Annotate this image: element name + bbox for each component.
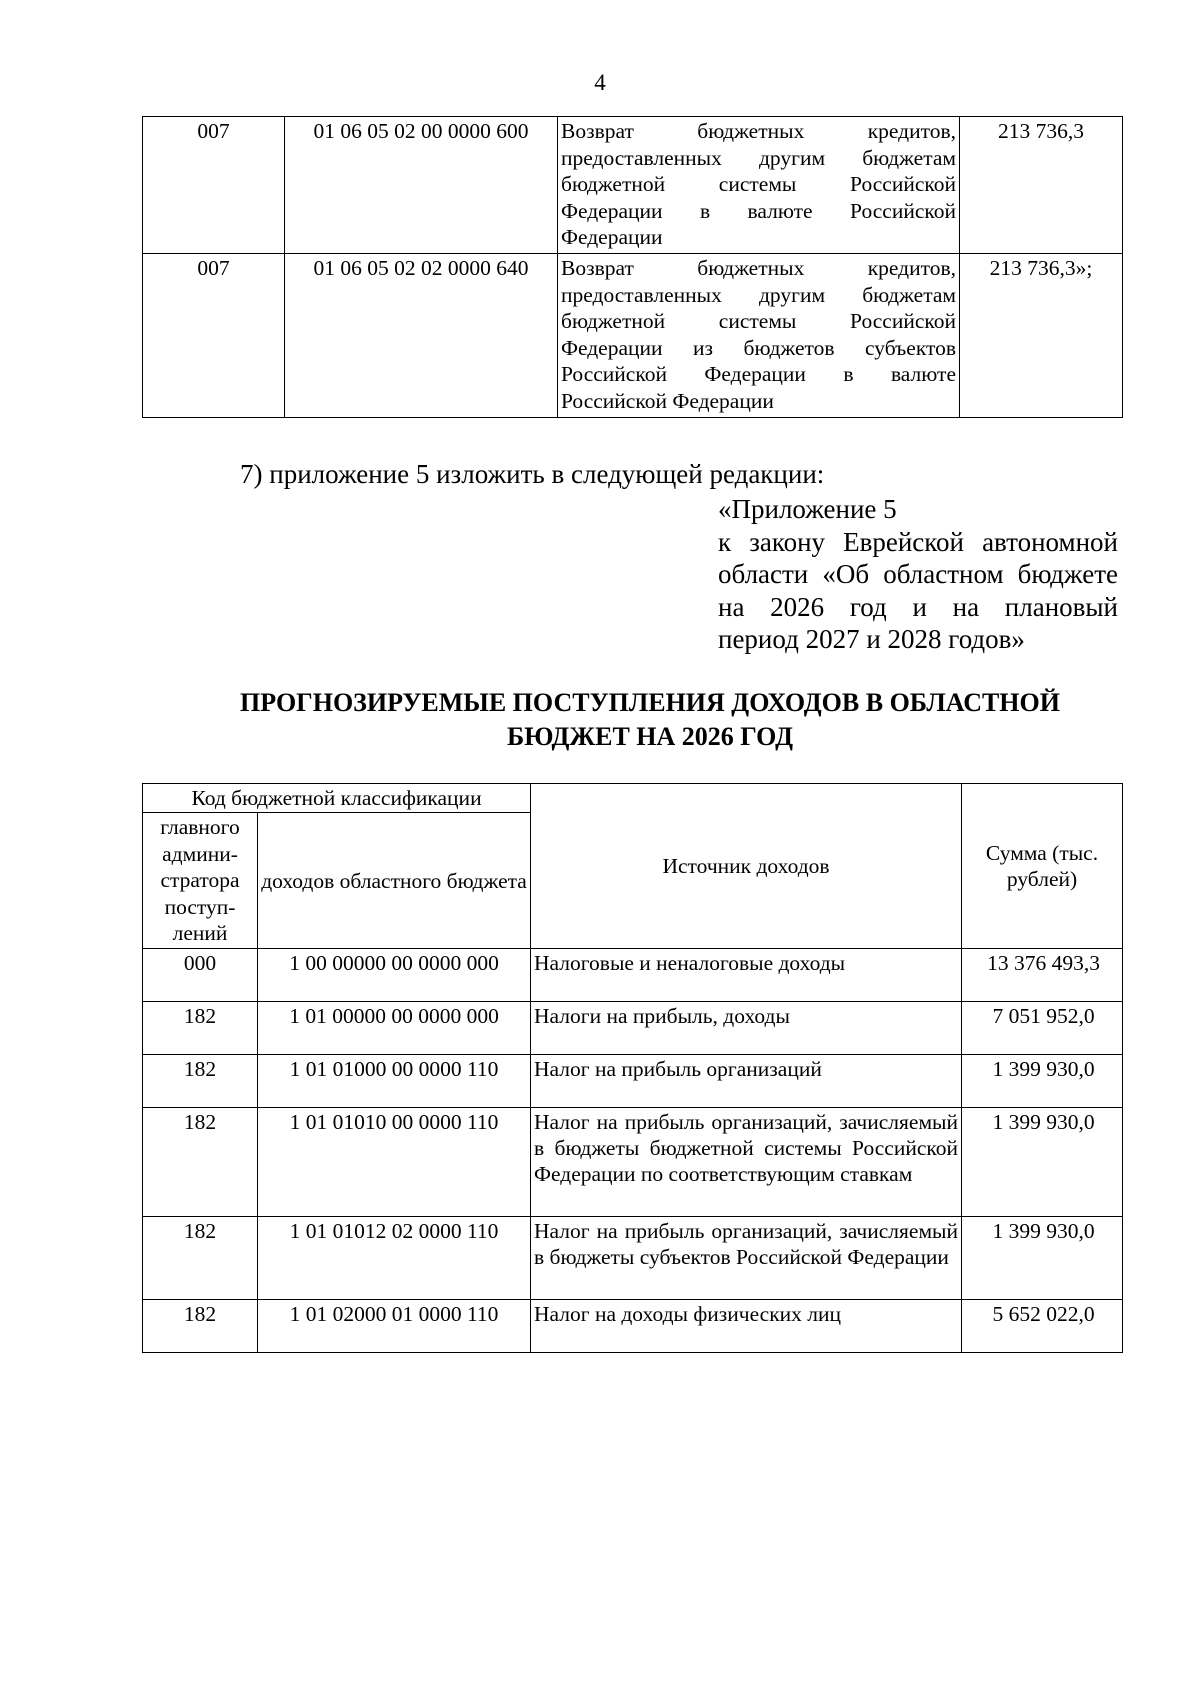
source-header: Источник доходов: [531, 784, 962, 949]
amount-cell: 213 736,3: [960, 117, 1123, 254]
amount-cell: 7 051 952,0: [962, 1002, 1123, 1055]
table-row: [143, 254, 1123, 418]
description-cell: Возврат бюджетных кредитов, предоставленных другим бюджетам бюджетной системы Российской Федерации из бюджетов субъектов Российской Федерации в валюте Российской Федерации: [558, 254, 960, 418]
table-row: [143, 1217, 1123, 1300]
admin-code-cell: 182: [143, 1217, 258, 1300]
budget-code-cell: 1 01 01000 00 0000 110: [258, 1055, 531, 1108]
budget-code-cell: 1 00 00000 00 0000 000: [258, 949, 531, 1002]
source-cell: Налоговые и неналоговые доходы: [531, 949, 962, 1002]
admin-code-cell: 182: [143, 1002, 258, 1055]
admin-code-cell: 007: [143, 117, 285, 254]
income-code-header: доходов областного бюджета: [258, 813, 531, 949]
page-number: 4: [594, 70, 606, 95]
appendix-line: на 2026 год и на плановый: [718, 591, 1118, 622]
admin-header: главного админи-стратора поступ-лений: [143, 813, 258, 949]
amount-cell: 1 399 930,0: [962, 1108, 1123, 1217]
amount-cell: 1 399 930,0: [962, 1055, 1123, 1108]
source-cell: Налог на прибыль организаций, зачисляемый в бюджеты бюджетной системы Российской Федерации по соответствующим ставкам: [531, 1108, 962, 1217]
amount-cell: 1 399 930,0: [962, 1217, 1123, 1300]
table-row: [143, 1300, 1123, 1353]
table-row: [143, 949, 1123, 1002]
amount-cell: 13 376 493,3: [962, 949, 1123, 1002]
table-row: [143, 1108, 1123, 1217]
table-row: [143, 1055, 1123, 1108]
description-cell: Возврат бюджетных кредитов, предоставленных другим бюджетам бюджетной системы Российской Федерации в валюте Российской Федерации: [558, 117, 960, 254]
source-cell: Налог на прибыль организаций, зачисляемый в бюджеты субъектов Российской Федерации: [531, 1217, 962, 1300]
table-row: [143, 1002, 1123, 1055]
table-row: [143, 117, 1123, 254]
title-line: ПРОГНОЗИРУЕМЫЕ ПОСТУПЛЕНИЯ ДОХОДОВ В ОБЛАСТНОЙ: [240, 688, 1060, 717]
budget-code-cell: 1 01 01012 02 0000 110: [258, 1217, 531, 1300]
appendix-reference: [718, 493, 1118, 656]
title-line: БЮДЖЕТ НА 2026 ГОД: [507, 722, 793, 751]
source-cell: Налог на доходы физических лиц: [531, 1300, 962, 1353]
admin-code-cell: 182: [143, 1108, 258, 1217]
budget-code-cell: 01 06 05 02 02 0000 640: [285, 254, 558, 418]
table-continuation: [142, 116, 1123, 418]
amount-header: Сумма (тыс. рублей): [962, 784, 1123, 949]
classification-header: Код бюджетной классификации: [143, 784, 531, 813]
amount-cell: 5 652 022,0: [962, 1300, 1123, 1353]
header-row: [143, 784, 1123, 813]
budget-code-cell: 1 01 00000 00 0000 000: [258, 1002, 531, 1055]
admin-code-cell: 007: [143, 254, 285, 418]
section-title: [150, 686, 1150, 754]
admin-code-cell: 182: [143, 1055, 258, 1108]
source-cell: Налог на прибыль организаций: [531, 1055, 962, 1108]
amount-cell: 213 736,3»;: [960, 254, 1123, 418]
appendix-line: период 2027 и 2028 годов»: [718, 624, 1025, 654]
appendix-line: области «Об областном бюджете: [718, 559, 1118, 589]
appendix-line: «Приложение 5: [718, 494, 897, 524]
admin-code-cell: 182: [143, 1300, 258, 1353]
source-cell: Налоги на прибыль, доходы: [531, 1002, 962, 1055]
budget-code-cell: 01 06 05 02 00 0000 600: [285, 117, 558, 254]
appendix-line: к закону Еврейской автономной: [718, 526, 1118, 557]
budget-code-cell: 1 01 02000 01 0000 110: [258, 1300, 531, 1353]
admin-code-cell: 000: [143, 949, 258, 1002]
income-table: [142, 783, 1123, 1353]
budget-code-cell: 1 01 01010 00 0000 110: [258, 1108, 531, 1217]
amendment-instruction: 7) приложение 5 изложить в следующей редакции:: [240, 459, 825, 489]
